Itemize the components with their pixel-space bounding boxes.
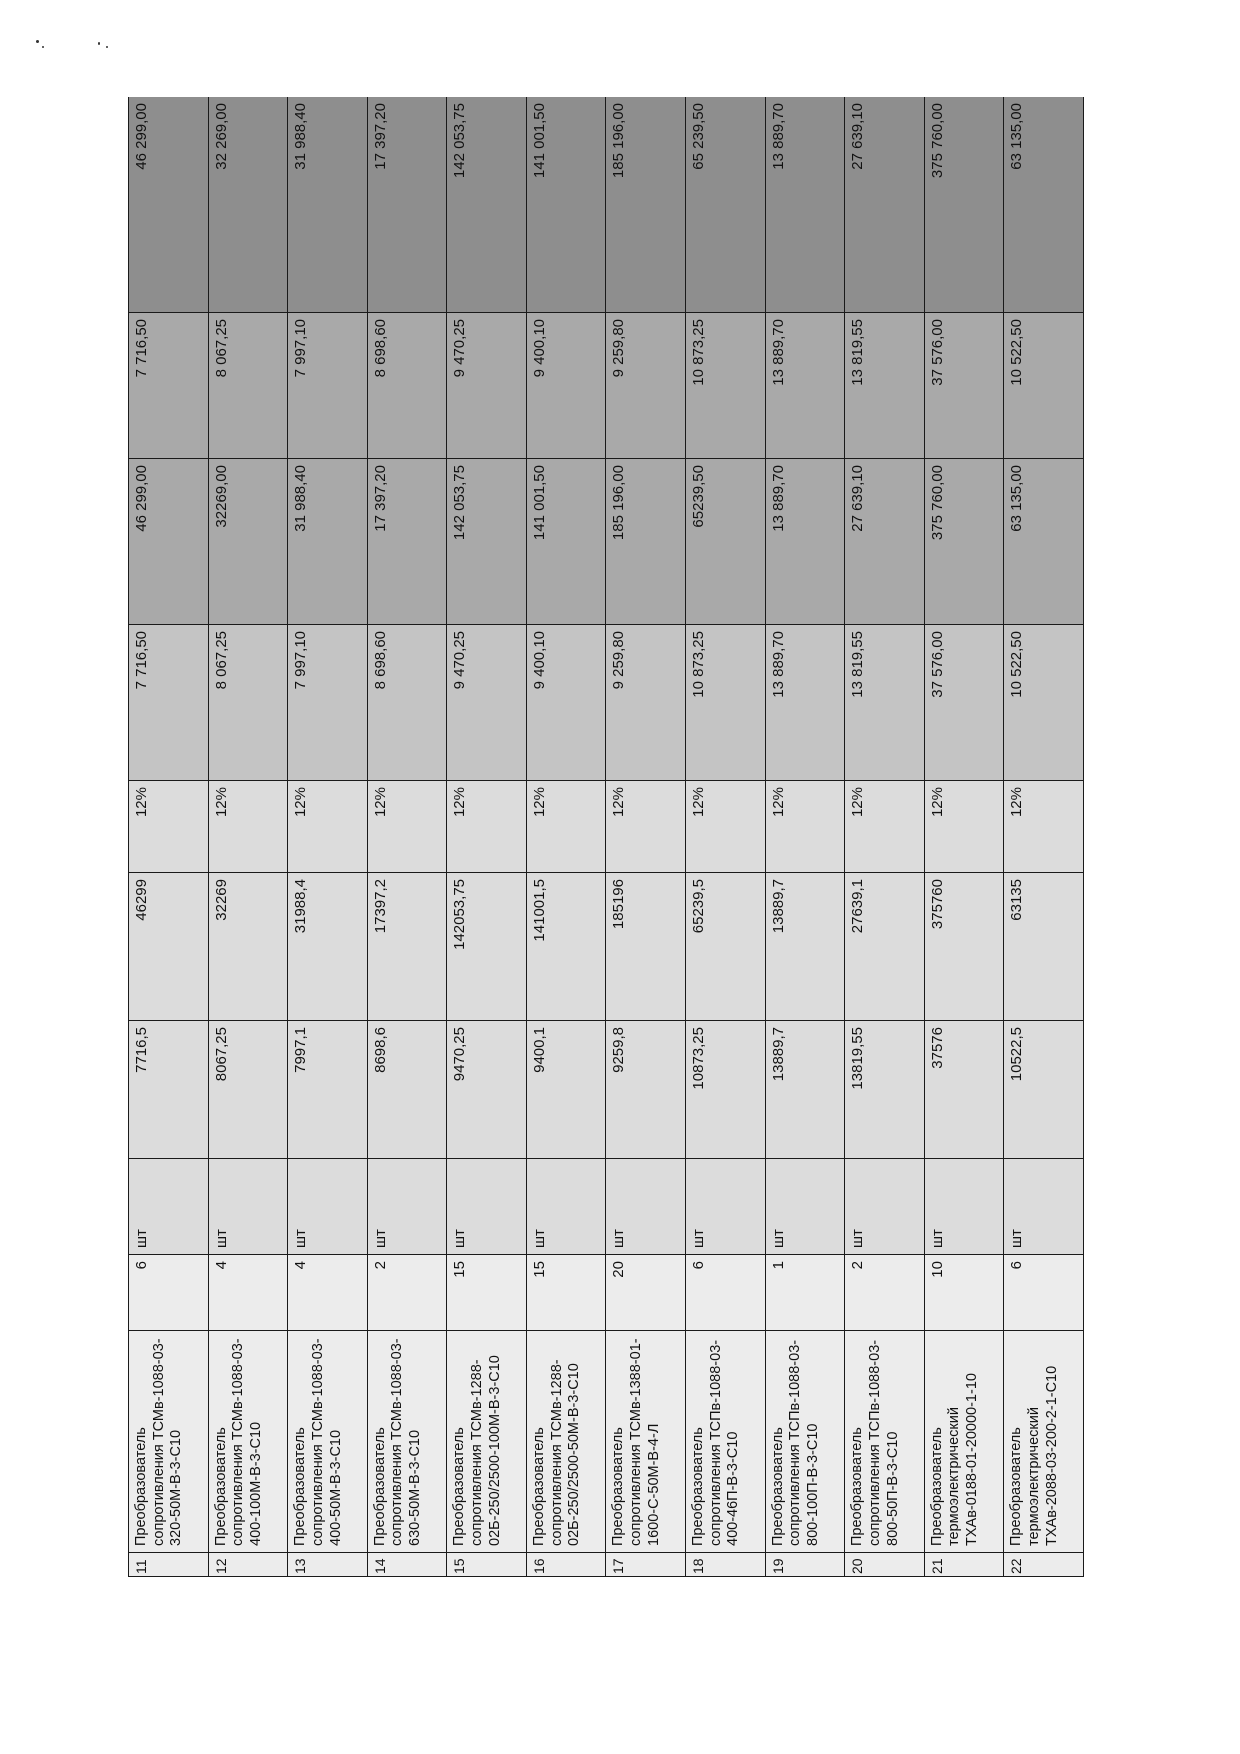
row-number: 18	[686, 1553, 766, 1577]
price-with-vat-cell: 9 400,10	[526, 625, 606, 781]
table-row	[924, 97, 1004, 1577]
sum-cell: 375760	[924, 873, 1004, 1021]
vat-rate-cell: 12%	[1004, 781, 1084, 873]
unit-cell: шт	[1004, 1159, 1084, 1255]
unit-cell: шт	[765, 1159, 845, 1255]
price-with-vat-2-cell: 9 400,10	[526, 313, 606, 459]
sum-cell: 46299	[129, 873, 209, 1021]
scan-speck	[98, 42, 100, 45]
row-number: 21	[924, 1553, 1004, 1577]
item-name-cell: Преобразователь термоэлектрический ТХАв-0188-01-20000-1-10	[924, 1331, 1004, 1553]
scan-speck	[36, 40, 39, 43]
sum-with-vat-cell: 46 299,00	[129, 459, 209, 625]
price-with-vat-cell: 8 067,25	[208, 625, 288, 781]
table-row	[129, 97, 209, 1577]
item-name-cell: Преобразователь сопротивления ТСПв-1088-03-800-50П-В-3-С10	[845, 1331, 925, 1553]
price-with-vat-cell: 13 819,55	[845, 625, 925, 781]
quantity-cell: 4	[208, 1255, 288, 1331]
table-row	[288, 97, 368, 1577]
vat-rate-cell: 12%	[288, 781, 368, 873]
vat-rate-cell: 12%	[606, 781, 686, 873]
unit-cell: шт	[686, 1159, 766, 1255]
vat-rate-cell: 12%	[924, 781, 1004, 873]
price-with-vat-cell: 10 522,50	[1004, 625, 1084, 781]
sum-with-vat-cell: 141 001,50	[526, 459, 606, 625]
unit-price-cell: 13889,7	[765, 1021, 845, 1159]
table-row	[208, 97, 288, 1577]
item-name-cell: Преобразователь сопротивления ТСМв-1288-02Б-250/2500-100М-В-3-С10	[447, 1331, 527, 1553]
scan-speck	[106, 46, 108, 48]
sum-with-vat-cell: 32269,00	[208, 459, 288, 625]
unit-cell: шт	[129, 1159, 209, 1255]
sum-cell: 65239,5	[686, 873, 766, 1021]
price-with-vat-cell: 13 889,70	[765, 625, 845, 781]
sum-with-vat-cell: 142 053,75	[447, 459, 527, 625]
item-name-cell: Преобразователь сопротивления ТСМв-1088-03-320-50М-В-3-С10	[129, 1331, 209, 1553]
price-with-vat-cell: 9 470,25	[447, 625, 527, 781]
rotated-landscape-table	[128, 97, 1084, 1577]
unit-price-cell: 9259,8	[606, 1021, 686, 1159]
item-name-cell: Преобразователь сопротивления ТСМв-1288-02Б-250/2500-50М-В-3-С10	[526, 1331, 606, 1553]
row-number: 22	[1004, 1553, 1084, 1577]
unit-price-cell: 8698,6	[367, 1021, 447, 1159]
price-with-vat-2-cell: 13 819,55	[845, 313, 925, 459]
unit-cell: шт	[288, 1159, 368, 1255]
table-row	[367, 97, 447, 1577]
price-table	[128, 97, 1084, 1577]
sum-with-vat-cell: 27 639,10	[845, 459, 925, 625]
row-number: 13	[288, 1553, 368, 1577]
quantity-cell: 6	[129, 1255, 209, 1331]
row-number: 14	[367, 1553, 447, 1577]
unit-price-cell: 10522,5	[1004, 1021, 1084, 1159]
sum-with-vat-2-cell: 27 639,10	[845, 97, 925, 313]
sum-with-vat-2-cell: 63 135,00	[1004, 97, 1084, 313]
quantity-cell: 6	[686, 1255, 766, 1331]
unit-price-cell: 7716,5	[129, 1021, 209, 1159]
price-with-vat-cell: 7 997,10	[288, 625, 368, 781]
vat-rate-cell: 12%	[845, 781, 925, 873]
sum-with-vat-2-cell: 142 053,75	[447, 97, 527, 313]
sum-cell: 13889,7	[765, 873, 845, 1021]
sum-with-vat-cell: 31 988,40	[288, 459, 368, 625]
table-row	[686, 97, 766, 1577]
sum-cell: 185196	[606, 873, 686, 1021]
sum-cell: 17397,2	[367, 873, 447, 1021]
unit-cell: шт	[606, 1159, 686, 1255]
sum-cell: 31988,4	[288, 873, 368, 1021]
row-number: 12	[208, 1553, 288, 1577]
sum-cell: 32269	[208, 873, 288, 1021]
item-name-cell: Преобразователь сопротивления ТСМв-1088-03-630-50М-В-3-С10	[367, 1331, 447, 1553]
price-with-vat-cell: 10 873,25	[686, 625, 766, 781]
unit-cell: шт	[526, 1159, 606, 1255]
vat-rate-cell: 12%	[526, 781, 606, 873]
unit-price-cell: 9470,25	[447, 1021, 527, 1159]
price-with-vat-2-cell: 10 873,25	[686, 313, 766, 459]
unit-cell: шт	[447, 1159, 527, 1255]
table-body	[129, 97, 1084, 1577]
sum-with-vat-cell: 185 196,00	[606, 459, 686, 625]
price-with-vat-cell: 37 576,00	[924, 625, 1004, 781]
price-with-vat-2-cell: 13 889,70	[765, 313, 845, 459]
sum-with-vat-2-cell: 31 988,40	[288, 97, 368, 313]
price-with-vat-2-cell: 9 259,80	[606, 313, 686, 459]
unit-price-cell: 7997,1	[288, 1021, 368, 1159]
vat-rate-cell: 12%	[686, 781, 766, 873]
vat-rate-cell: 12%	[208, 781, 288, 873]
sum-with-vat-cell: 375 760,00	[924, 459, 1004, 625]
vat-rate-cell: 12%	[447, 781, 527, 873]
unit-price-cell: 9400,1	[526, 1021, 606, 1159]
quantity-cell: 1	[765, 1255, 845, 1331]
quantity-cell: 6	[1004, 1255, 1084, 1331]
scanned-document-page	[128, 97, 1084, 1577]
price-with-vat-2-cell: 8 067,25	[208, 313, 288, 459]
quantity-cell: 15	[526, 1255, 606, 1331]
sum-with-vat-2-cell: 32 269,00	[208, 97, 288, 313]
row-number: 19	[765, 1553, 845, 1577]
vat-rate-cell: 12%	[129, 781, 209, 873]
unit-price-cell: 37576	[924, 1021, 1004, 1159]
scan-speck	[42, 46, 44, 48]
item-name-cell: Преобразователь сопротивления ТСПв-1088-03-400-46П-В-3-С10	[686, 1331, 766, 1553]
sum-cell: 27639,1	[845, 873, 925, 1021]
vat-rate-cell: 12%	[367, 781, 447, 873]
table-row	[1004, 97, 1084, 1577]
unit-cell: шт	[208, 1159, 288, 1255]
sum-with-vat-2-cell: 13 889,70	[765, 97, 845, 313]
price-with-vat-2-cell: 37 576,00	[924, 313, 1004, 459]
table-row	[526, 97, 606, 1577]
unit-price-cell: 8067,25	[208, 1021, 288, 1159]
vat-rate-cell: 12%	[765, 781, 845, 873]
item-name-cell: Преобразователь сопротивления ТСМв-1088-03-400-50М-В-3-С10	[288, 1331, 368, 1553]
quantity-cell: 10	[924, 1255, 1004, 1331]
price-with-vat-2-cell: 7 716,50	[129, 313, 209, 459]
row-number: 15	[447, 1553, 527, 1577]
sum-with-vat-cell: 13 889,70	[765, 459, 845, 625]
sum-with-vat-2-cell: 46 299,00	[129, 97, 209, 313]
row-number: 11	[129, 1553, 209, 1577]
price-with-vat-cell: 9 259,80	[606, 625, 686, 781]
unit-cell: шт	[924, 1159, 1004, 1255]
sum-with-vat-2-cell: 185 196,00	[606, 97, 686, 313]
quantity-cell: 15	[447, 1255, 527, 1331]
row-number: 16	[526, 1553, 606, 1577]
unit-cell: шт	[367, 1159, 447, 1255]
sum-with-vat-2-cell: 141 001,50	[526, 97, 606, 313]
price-with-vat-2-cell: 9 470,25	[447, 313, 527, 459]
item-name-cell: Преобразователь сопротивления ТСМв-1388-01-1600-С-50М-В-4-Л	[606, 1331, 686, 1553]
sum-with-vat-cell: 17 397,20	[367, 459, 447, 625]
sum-with-vat-cell: 63 135,00	[1004, 459, 1084, 625]
sum-cell: 141001,5	[526, 873, 606, 1021]
item-name-cell: Преобразователь сопротивления ТСМв-1088-03-400-100М-В-3-С10	[208, 1331, 288, 1553]
unit-price-cell: 13819,55	[845, 1021, 925, 1159]
table-row	[765, 97, 845, 1577]
quantity-cell: 20	[606, 1255, 686, 1331]
unit-cell: шт	[845, 1159, 925, 1255]
sum-cell: 63135	[1004, 873, 1084, 1021]
quantity-cell: 2	[845, 1255, 925, 1331]
quantity-cell: 2	[367, 1255, 447, 1331]
price-with-vat-2-cell: 7 997,10	[288, 313, 368, 459]
sum-cell: 142053,75	[447, 873, 527, 1021]
table-row	[845, 97, 925, 1577]
unit-price-cell: 10873,25	[686, 1021, 766, 1159]
sum-with-vat-cell: 65239,50	[686, 459, 766, 625]
item-name-cell: Преобразователь сопротивления ТСПв-1088-03-800-100П-В-3-С10	[765, 1331, 845, 1553]
sum-with-vat-2-cell: 65 239,50	[686, 97, 766, 313]
price-with-vat-2-cell: 10 522,50	[1004, 313, 1084, 459]
row-number: 17	[606, 1553, 686, 1577]
table-row	[447, 97, 527, 1577]
row-number: 20	[845, 1553, 925, 1577]
sum-with-vat-2-cell: 375 760,00	[924, 97, 1004, 313]
price-with-vat-cell: 8 698,60	[367, 625, 447, 781]
price-with-vat-cell: 7 716,50	[129, 625, 209, 781]
quantity-cell: 4	[288, 1255, 368, 1331]
sum-with-vat-2-cell: 17 397,20	[367, 97, 447, 313]
table-row	[606, 97, 686, 1577]
item-name-cell: Преобразователь термоэлектрический ТХАв-2088-03-200-2-1-С10	[1004, 1331, 1084, 1553]
price-with-vat-2-cell: 8 698,60	[367, 313, 447, 459]
